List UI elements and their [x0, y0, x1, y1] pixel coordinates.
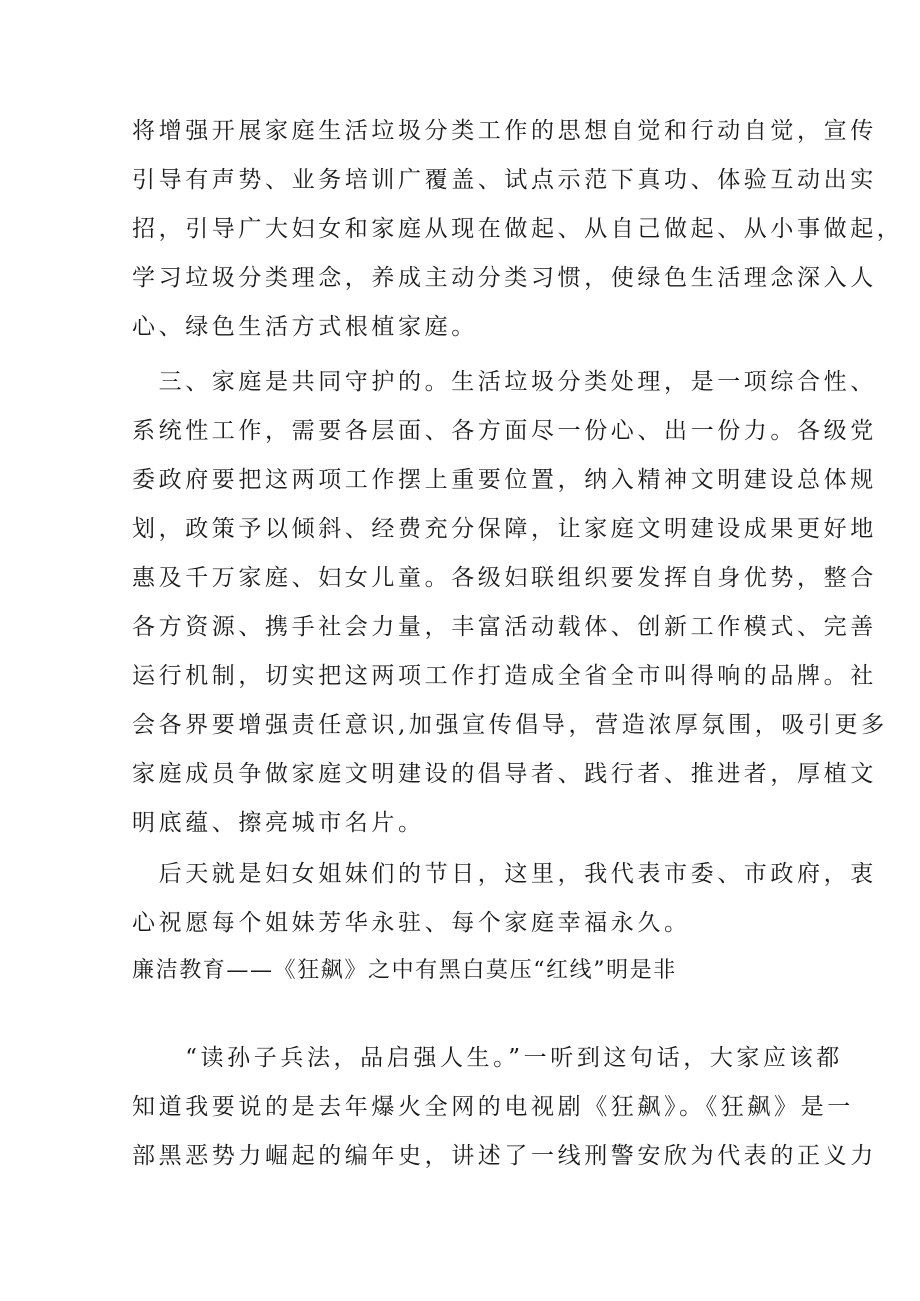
text-line: 运行机制，切实把这两项工作打造成全省全市叫得响的品牌。社: [132, 663, 877, 689]
text-line: 系统性工作，需要各层面、各方面尽一份心、出一份力。各级党: [132, 418, 877, 444]
text-line: 引导有声势、业务培训广覆盖、试点示范下真功、体验互动出实: [132, 167, 877, 193]
text-line: 家庭成员争做家庭文明建设的倡导者、践行者、推进者，厚植文: [132, 761, 877, 787]
text-line: 招，引导广大妇女和家庭从现在做起、从自己做起、从小事做起，: [132, 216, 904, 242]
text-line: 部黑恶势力崛起的编年史，讲述了一线刑警安欣为代表的正义力: [132, 1143, 877, 1169]
section-heading: [132, 946, 802, 995]
text-line: 知道我要说的是去年爆火全网的电视剧《狂飙》。《狂飙》是一: [132, 1094, 854, 1120]
paragraph-kuangbiao-intro: [132, 1034, 877, 1181]
paragraph-womens-day-wishes: [132, 850, 877, 948]
text-line: 将增强开展家庭生活垃圾分类工作的思想自觉和行动自觉，宣传: [132, 118, 877, 144]
heading-text: 廉洁教育——《狂飙》之中有黑白莫压“红线”明是非: [132, 958, 677, 983]
text-line: 各方资源、携手社会力量，丰富活动载体、创新工作模式、完善: [132, 614, 877, 640]
text-line: 三、家庭是共同守护的。生活垃圾分类处理，是一项综合性、: [132, 369, 877, 395]
text-line: “读孙子兵法，品启强人生。”一听到这句话，大家应该都: [132, 1045, 843, 1071]
text-line: 学习垃圾分类理念，养成主动分类习惯，使绿色生活理念深入人: [132, 265, 877, 291]
paragraph-family-protection: [132, 358, 888, 848]
text-line: 惠及千万家庭、妇女儿童。各级妇联组织要发挥自身优势，整合: [132, 565, 877, 591]
paragraph-garbage-sorting: [132, 107, 904, 352]
text-line: 心祝愿每个姐妹芳华永驻、每个家庭幸福永久。: [132, 910, 691, 936]
text-line: 会各界要增强责任意识,加强宣传倡导，营造浓厚氛围，吸引更多: [132, 712, 888, 738]
text-line: 后天就是妇女姐妹们的节日，这里，我代表市委、市政府，衷: [132, 861, 877, 887]
text-line: 划，政策予以倾斜、经费充分保障，让家庭文明建设成果更好地: [132, 516, 877, 542]
text-line: 明底蕴、擦亮城市名片。: [132, 810, 425, 836]
text-line: 心、绿色生活方式根植家庭。: [132, 314, 478, 340]
text-line: 委政府要把这两项工作摆上重要位置，纳入精神文明建设总体规: [132, 467, 877, 493]
